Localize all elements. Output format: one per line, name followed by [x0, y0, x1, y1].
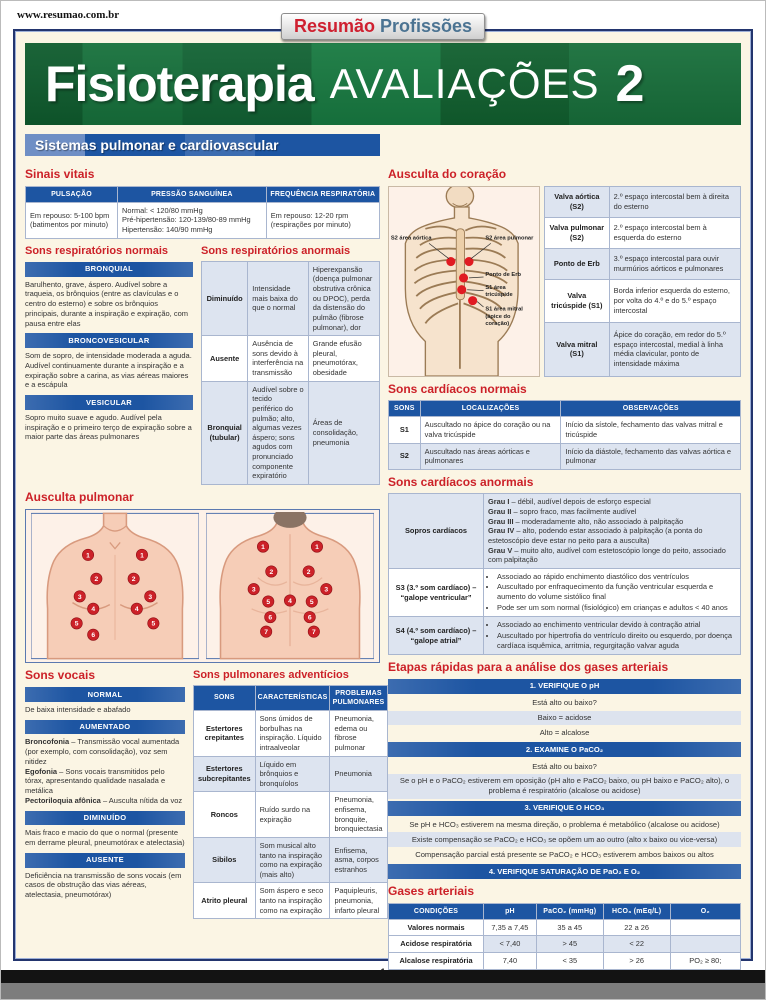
spa-header: SONS: [194, 685, 256, 710]
gases-header: PaCO₂ (mmHg): [536, 903, 603, 919]
grau-desc: – moderadamente alto, não associado à palpitação: [513, 516, 684, 526]
spa-cell: Ruído surdo na expiração: [255, 792, 330, 838]
spa-cell: Pneumonia, enfisema, bronquite, bronquiectasia: [330, 792, 387, 838]
grau-desc: – sopro fraco, mas facilmente audível: [511, 507, 637, 517]
svg-text:7: 7: [264, 628, 268, 636]
gases-cell: [670, 936, 740, 953]
table-row: [202, 261, 380, 335]
brand-badge-word2: Profissões: [379, 16, 473, 36]
bullet: • Auscultado por enfraquecimento da função ventricular esquerda e aumento do volume sistólico final: [497, 582, 736, 601]
svg-text:2: 2: [269, 568, 273, 576]
table-row: [202, 336, 380, 382]
etapa-bar-3: 3. VERIFIQUE O HCO₃: [388, 801, 741, 816]
torso-front-illustration: [31, 512, 199, 660]
gases-header: CONDIÇÕES: [389, 903, 484, 919]
scn-header: OBSERVAÇÕES: [561, 401, 741, 417]
reference-card: [13, 16, 753, 965]
gases-cell: 7,35 a 7,45: [484, 919, 537, 936]
right-pane: [388, 162, 741, 1000]
spa-cell: Líquido em brônquios e bronquíolos: [255, 756, 330, 792]
sra-cell: Áreas de consolidação, pneumonia: [308, 381, 379, 484]
svg-text:4: 4: [287, 597, 292, 605]
svg-text:5: 5: [75, 620, 79, 628]
card-content: [15, 160, 751, 1000]
torso-back-illustration: [206, 512, 374, 660]
ausculta-coracao-block: [388, 186, 741, 377]
sca-label: S4 (4.º som cardíaco) – “galope atrial”: [389, 617, 484, 655]
desc: – Sons vocais transmitidos pelo tórax, apresentando qualidade nasalada e metálica: [25, 766, 166, 796]
sons-card-normais-title: Sons cardíacos normais: [388, 381, 527, 396]
gases-cell: > 45: [536, 936, 603, 953]
sca-label: S3 (3.º som cardíaco) – “galope ventricular”: [389, 568, 484, 617]
svg-text:1: 1: [260, 543, 265, 551]
subheader-aumentado: AUMENTADO: [25, 720, 185, 735]
subheader-ausente: AUSENTE: [25, 853, 185, 868]
sons-vocais: [25, 663, 185, 905]
ac-cell: 2.º espaço intercostal bem à esquerda do esterno: [609, 217, 740, 248]
label-ponto-erb: Ponto de Erb: [485, 271, 521, 278]
sons-card-anormais-title: Sons cardíacos anormais: [388, 474, 534, 489]
spa-cell: Som musical alto tanto na inspiração como na expiração (mais alto): [255, 837, 330, 883]
gases-cell: Acidose respiratória: [389, 936, 484, 953]
sons-card-normais-table: [388, 400, 741, 470]
spa-cell: Sons úmidos de borbulhas na inspiração. Líquido intraalveolar: [255, 711, 330, 757]
spa-header: CARACTERÍSTICAS: [255, 685, 330, 710]
site-url: www.resumao.com.br: [17, 9, 120, 21]
ac-cell: 3.º espaço intercostal para ouvir murmúrios aórticos e pulmonares: [609, 248, 740, 279]
etapa-line: Baixo = acidose: [388, 711, 741, 726]
table-row: [545, 248, 741, 279]
etapa-bar-2: 2. EXAMINE O PaCO₂: [388, 742, 741, 757]
sons-resp-normais-title: Sons respiratórios normais: [25, 244, 169, 257]
svg-text:4: 4: [135, 605, 139, 613]
card-number: 2: [615, 55, 645, 113]
grau: Grau III: [488, 516, 514, 526]
card-subtitle: AVALIAÇÕES: [329, 60, 600, 107]
svg-text:5: 5: [151, 620, 156, 628]
term: Egofonia: [25, 766, 58, 776]
grau-desc: – muito alto, audível com estetoscópio longe do peito, associado com palpitação: [488, 545, 726, 565]
bronquial-text: Barulhento, grave, áspero. Audível sobre a traqueia, os brônquios (entre as clavículas e o centro do esterno) e sobre os brônquios principais, durante a inspiração e expiração, com pausa entre elas: [25, 279, 189, 328]
gases-header: pH: [484, 903, 537, 919]
table-row: [202, 381, 380, 484]
vesicular-text: Sopro muito suave e agudo. Audível pela inspiração e o primeiro terço de expiração sobre a maior parte das áreas pulmonares: [25, 412, 192, 442]
gases-cell: > 26: [603, 952, 670, 969]
table-row: [194, 756, 388, 792]
etapas-block: [388, 679, 741, 879]
svg-text:5: 5: [309, 598, 314, 606]
svg-text:5: 5: [266, 598, 270, 606]
sca-label: Sopros cardíacos: [389, 494, 484, 568]
gases-cell: 22 a 26: [603, 919, 670, 936]
grau-desc: – débil, audível depois de esforço especial: [509, 497, 651, 507]
spa-cell: Roncos: [194, 792, 256, 838]
sons-resp-anormais: [201, 239, 380, 485]
svg-text:1: 1: [140, 551, 145, 559]
subheader-diminuido: DIMINUÍDO: [25, 811, 185, 826]
table-row: [389, 417, 741, 443]
ac-cell: Ponto de Erb: [545, 248, 610, 279]
scn-cell: S2: [389, 443, 421, 469]
bullet: • Associado ao enchimento ventricular devido à contração atrial: [497, 620, 736, 630]
label-s2-pulmonar: S2 área pulmonar: [485, 235, 534, 242]
sca-graus: [484, 494, 741, 568]
sv-header-pressao: PRESSÃO SANGUÍNEA: [118, 186, 267, 202]
svg-text:1: 1: [314, 543, 319, 551]
ausculta-coracao-title: Ausculta do coração: [388, 167, 507, 181]
sinais-vitais-title: Sinais vitais: [25, 167, 95, 181]
sra-cell: Hiperexpansão (doença pulmonar obstrutiva crônica ou DPOC), perda da distensão do pulmão (fibrose pulmonar), dor: [308, 261, 379, 335]
sv-pressao: [118, 202, 267, 238]
vocais-ausente-text: Deficiência na transmissão de sons vocais (em casos de obstrução das vias aéreas, atelectasia, pneumotórax): [25, 870, 182, 900]
etapa-bar-1: 1. VERIFIQUE O pH: [388, 679, 741, 694]
sons-adventicios-table: [193, 685, 388, 919]
vocais-diminuido-text: Mais fraco e macio do que o normal (presente em derrame pleural, pneumotórax e atelectasia): [25, 828, 185, 848]
subheader-bronquial: BRONQUIAL: [25, 262, 193, 277]
sons-adventicios: [193, 663, 388, 920]
table-row: [389, 919, 741, 936]
brand-badge-word1: Resumão: [293, 16, 375, 36]
table-row: [545, 322, 741, 376]
etapa-line: Alto = alcalose: [539, 727, 590, 737]
table-row: [389, 617, 741, 655]
sons-adventicios-title: Sons pulmonares adventícios: [193, 668, 349, 681]
gases-cell: Valores normais: [389, 919, 484, 936]
sra-cell: Diminuído: [202, 261, 248, 335]
bullet: • Pode ser um som normal (fisiológico) em crianças e adultos < 40 anos: [497, 603, 736, 613]
grau: Grau II: [488, 507, 512, 517]
sons-card-anormais-table: [388, 493, 741, 655]
etapa-line: Está alto ou baixo?: [532, 698, 597, 708]
scn-header: LOCALIZAÇÕES: [420, 401, 561, 417]
label-s1-tricuspide: S1 área: [485, 284, 506, 291]
sra-cell: Intensidade mais baixa do que o normal: [248, 261, 309, 335]
table-row: [194, 837, 388, 883]
sv-pulsacao: Em repouso: 5-100 bpm (batimentos por minuto): [26, 202, 118, 238]
gases-cell: 35 a 45: [536, 919, 603, 936]
scn-cell: Início da sístole, fechamento das valvas mitral e tricúspide: [561, 417, 741, 443]
table-row: [194, 711, 388, 757]
scn-cell: S1: [389, 417, 421, 443]
spa-cell: Som áspero e seco tanto na inspiração como na expiração: [255, 883, 330, 919]
scn-header: SONS: [389, 401, 421, 417]
svg-text:7: 7: [311, 628, 316, 636]
bullet: • Auscultado por hipertrofia do ventrículo direito ou esquerdo, por doença cardíaca isquêmica, arritmia, regurgitação valvar aguda: [497, 631, 736, 650]
svg-text:3: 3: [78, 593, 82, 601]
label-s1-mitral-2: (ápice do: [485, 313, 511, 320]
sv-frequencia: Em repouso: 12-20 rpm (respirações por minuto): [266, 202, 379, 238]
ac-cell: 2.º espaço intercostal bem à direita do esterno: [609, 186, 740, 217]
table-row: [545, 186, 741, 217]
ac-cell: Valva mitral (S1): [545, 322, 610, 376]
table-row: [389, 494, 741, 568]
vocais-aumentado-text: [25, 737, 185, 805]
gases-title: Gases arteriais: [388, 883, 475, 898]
svg-text:3: 3: [324, 586, 328, 594]
photo-edge-black: [1, 970, 765, 983]
spa-cell: Estertores subcrepitantes: [194, 756, 256, 792]
photo-edge-gray: [1, 983, 765, 999]
vocais-normal-text: De baixa intensidade e abafado: [25, 704, 131, 714]
table-row: [545, 280, 741, 323]
svg-text:3: 3: [251, 586, 256, 594]
term: Pectoriloquia afônica: [25, 795, 101, 805]
grau: Grau V: [488, 545, 513, 555]
svg-text:6: 6: [307, 614, 312, 622]
spa-cell: Pneumonia: [330, 756, 387, 792]
table-row: [194, 883, 388, 919]
spa-cell: Atrito pleural: [194, 883, 256, 919]
gases-cell: < 7,40: [484, 936, 537, 953]
section-bar: Sistemas pulmonar e cardiovascular: [25, 134, 380, 156]
term: Broncofonia: [25, 737, 70, 747]
etapa-line: Compensação parcial está presente se PaCO₂ e HCO₃ estiverem ambos baixos ou altos: [415, 849, 714, 859]
ausculta-coracao-table: [544, 186, 741, 377]
etapa-bar-4: 4. VERIFIQUE SATURAÇÃO DE PaO₂ E O₂: [388, 864, 741, 879]
spa-cell: Pneumonia, edema ou fibrose pulmonar: [330, 711, 387, 757]
grau: Grau I: [488, 497, 510, 507]
left-pane: [25, 162, 385, 1000]
ausculta-pulmonar-diagram: [25, 509, 380, 663]
table-row: [389, 443, 741, 469]
gases-cell: 7,40: [484, 952, 537, 969]
spa-cell: Estertores crepitantes: [194, 711, 256, 757]
spa-header: PROBLEMAS PULMONARES: [330, 685, 387, 710]
brand-badge: [281, 13, 485, 40]
etapa-line: Está alto ou baixo?: [532, 761, 597, 771]
sv-pressao-line: Pré-hipertensão: 120-139/80-89 mmHg: [122, 215, 251, 225]
heart-auscultation-illustration: [388, 186, 540, 377]
sca-s3: [484, 568, 741, 617]
label-s2-aortica: S2 área aórtica: [390, 235, 432, 242]
card-title: Fisioterapia: [45, 56, 314, 112]
ausculta-pulmonar-title: Ausculta pulmonar: [25, 489, 134, 504]
ac-cell: Borda inferior esquerda do esterno, por volta do 4.º e do 5.º espaço intercostal: [609, 280, 740, 323]
sons-resp-normais: [25, 239, 193, 448]
gases-cell: [670, 919, 740, 936]
bullet: • Associado ao rápido enchimento diastólico dos ventrículos: [497, 572, 736, 582]
gases-cell: PO₂ ≥ 80;: [670, 952, 740, 969]
svg-text:2: 2: [132, 575, 136, 583]
svg-text:6: 6: [268, 614, 272, 622]
ac-cell: Ápice do coração, em redor do 5.º espaço intercostal, medial à linha média clavicular, ponto de intensidade máxima: [609, 322, 740, 376]
table-row: [389, 568, 741, 617]
etapa-line: Se pH e HCO₃ estiverem na mesma direção, o problema é metabólico (alcalose ou acidose): [409, 820, 720, 830]
label-s1-mitral-3: coração): [485, 320, 510, 327]
svg-text:6: 6: [91, 631, 96, 639]
sons-vocais-title: Sons vocais: [25, 667, 96, 682]
svg-text:4: 4: [91, 605, 96, 613]
sinais-vitais-table: [25, 186, 380, 239]
subheader-broncovesicular: BRONCOVESICULAR: [25, 333, 193, 348]
label-s1-mitral: S1 área mitral: [485, 306, 523, 313]
etapas-title: Etapas rápidas para a análise dos gases arteriais: [388, 660, 669, 675]
sca-s4: [484, 617, 741, 655]
etapa-line: Se o pH e o PaCO₂ estiverem em oposição (pH alto e PaCO₂ baixo, ou pH baixo e PaCO₂ alto), o problema é respiratório (alcalose ou acidose): [388, 774, 741, 799]
desc: – Transmissão vocal aumentada (por exemplo, com consolidação), voz sem nitidez: [25, 737, 180, 766]
svg-text:2: 2: [306, 568, 311, 576]
ac-cell: Valva tricúspide (S1): [545, 280, 610, 323]
sra-cell: Ausência de sons devido à interferência na transmissão: [248, 336, 309, 382]
table-row: [26, 202, 380, 238]
sons-resp-anormais-title: Sons respiratórios anormais: [201, 244, 351, 257]
svg-text:3: 3: [148, 593, 153, 601]
sv-pressao-line: Hipertensão: 140/90 mmHg: [122, 224, 213, 234]
desc: – Ausculta nítida da voz: [100, 795, 183, 805]
sra-cell: Ausente: [202, 336, 248, 382]
gases-header: HCO₃ (mEq/L): [603, 903, 670, 919]
scn-cell: Auscultado no ápice do coração ou na valva tricúspide: [420, 417, 561, 443]
table-row: [194, 792, 388, 838]
grau-desc: – alto, podendo estar associado à palpitação (a ponta do estetoscópio deve estar no peito para a ausculta): [488, 526, 703, 545]
gases-cell: Alcalose respiratória: [389, 952, 484, 969]
spa-cell: Paquipleuris, pneumonia, infarto pleural: [330, 883, 387, 919]
svg-text:2: 2: [94, 575, 99, 583]
svg-text:1: 1: [86, 551, 91, 559]
spa-cell: Enfisema, asma, corpos estranhos: [330, 837, 387, 883]
ac-cell: Valva aórtica (S2): [545, 186, 610, 217]
gases-cell: < 35: [536, 952, 603, 969]
spa-cell: Sibilos: [194, 837, 256, 883]
scn-cell: Auscultado nas áreas aórticas e pulmonares: [420, 443, 561, 469]
sv-header-pulsacao: PULSAÇÃO: [26, 186, 118, 202]
scn-cell: Início da diástole, fechamento das valvas aórtica e pulmonar: [561, 443, 741, 469]
table-row: [389, 936, 741, 953]
etapa-line: Existe compensação se PaCO₂ e HCO₃ se opõem um ao outro (alto x baixo ou vice-versa): [388, 832, 741, 847]
subheader-normal: NORMAL: [25, 687, 185, 702]
gases-cell: < 22: [603, 936, 670, 953]
gases-header: O₂: [670, 903, 740, 919]
sra-cell: Bronquial (tubular): [202, 381, 248, 484]
sra-cell: Audível sobre o tecido periférico do pulmão; alto, algumas vezes áspero; sons agudos com pronunciado componente expiratório: [248, 381, 309, 484]
sons-resp-anormais-table: [201, 261, 380, 485]
sv-header-frequencia: FREQUÊNCIA RESPIRATÓRIA: [266, 186, 379, 202]
subheader-vesicular: VESICULAR: [25, 395, 193, 410]
label-s1-tricuspide-2: tricúspide: [485, 291, 513, 298]
sv-pressao-line: Normal: < 120/80 mmHg: [122, 205, 203, 215]
title-banner: [25, 43, 741, 125]
ac-cell: Valva pulmonar (S2): [545, 217, 610, 248]
sra-cell: Grande efusão pleural, pneumotórax, obesidade: [308, 336, 379, 382]
broncovesicular-text: Som de sopro, de intensidade moderada a aguda. Audível continuamente durante a inspiração e a expiração sobre a carina, as vias aéreas maiores e a escápula: [25, 351, 192, 390]
table-row: [545, 217, 741, 248]
grau: Grau IV: [488, 526, 515, 536]
